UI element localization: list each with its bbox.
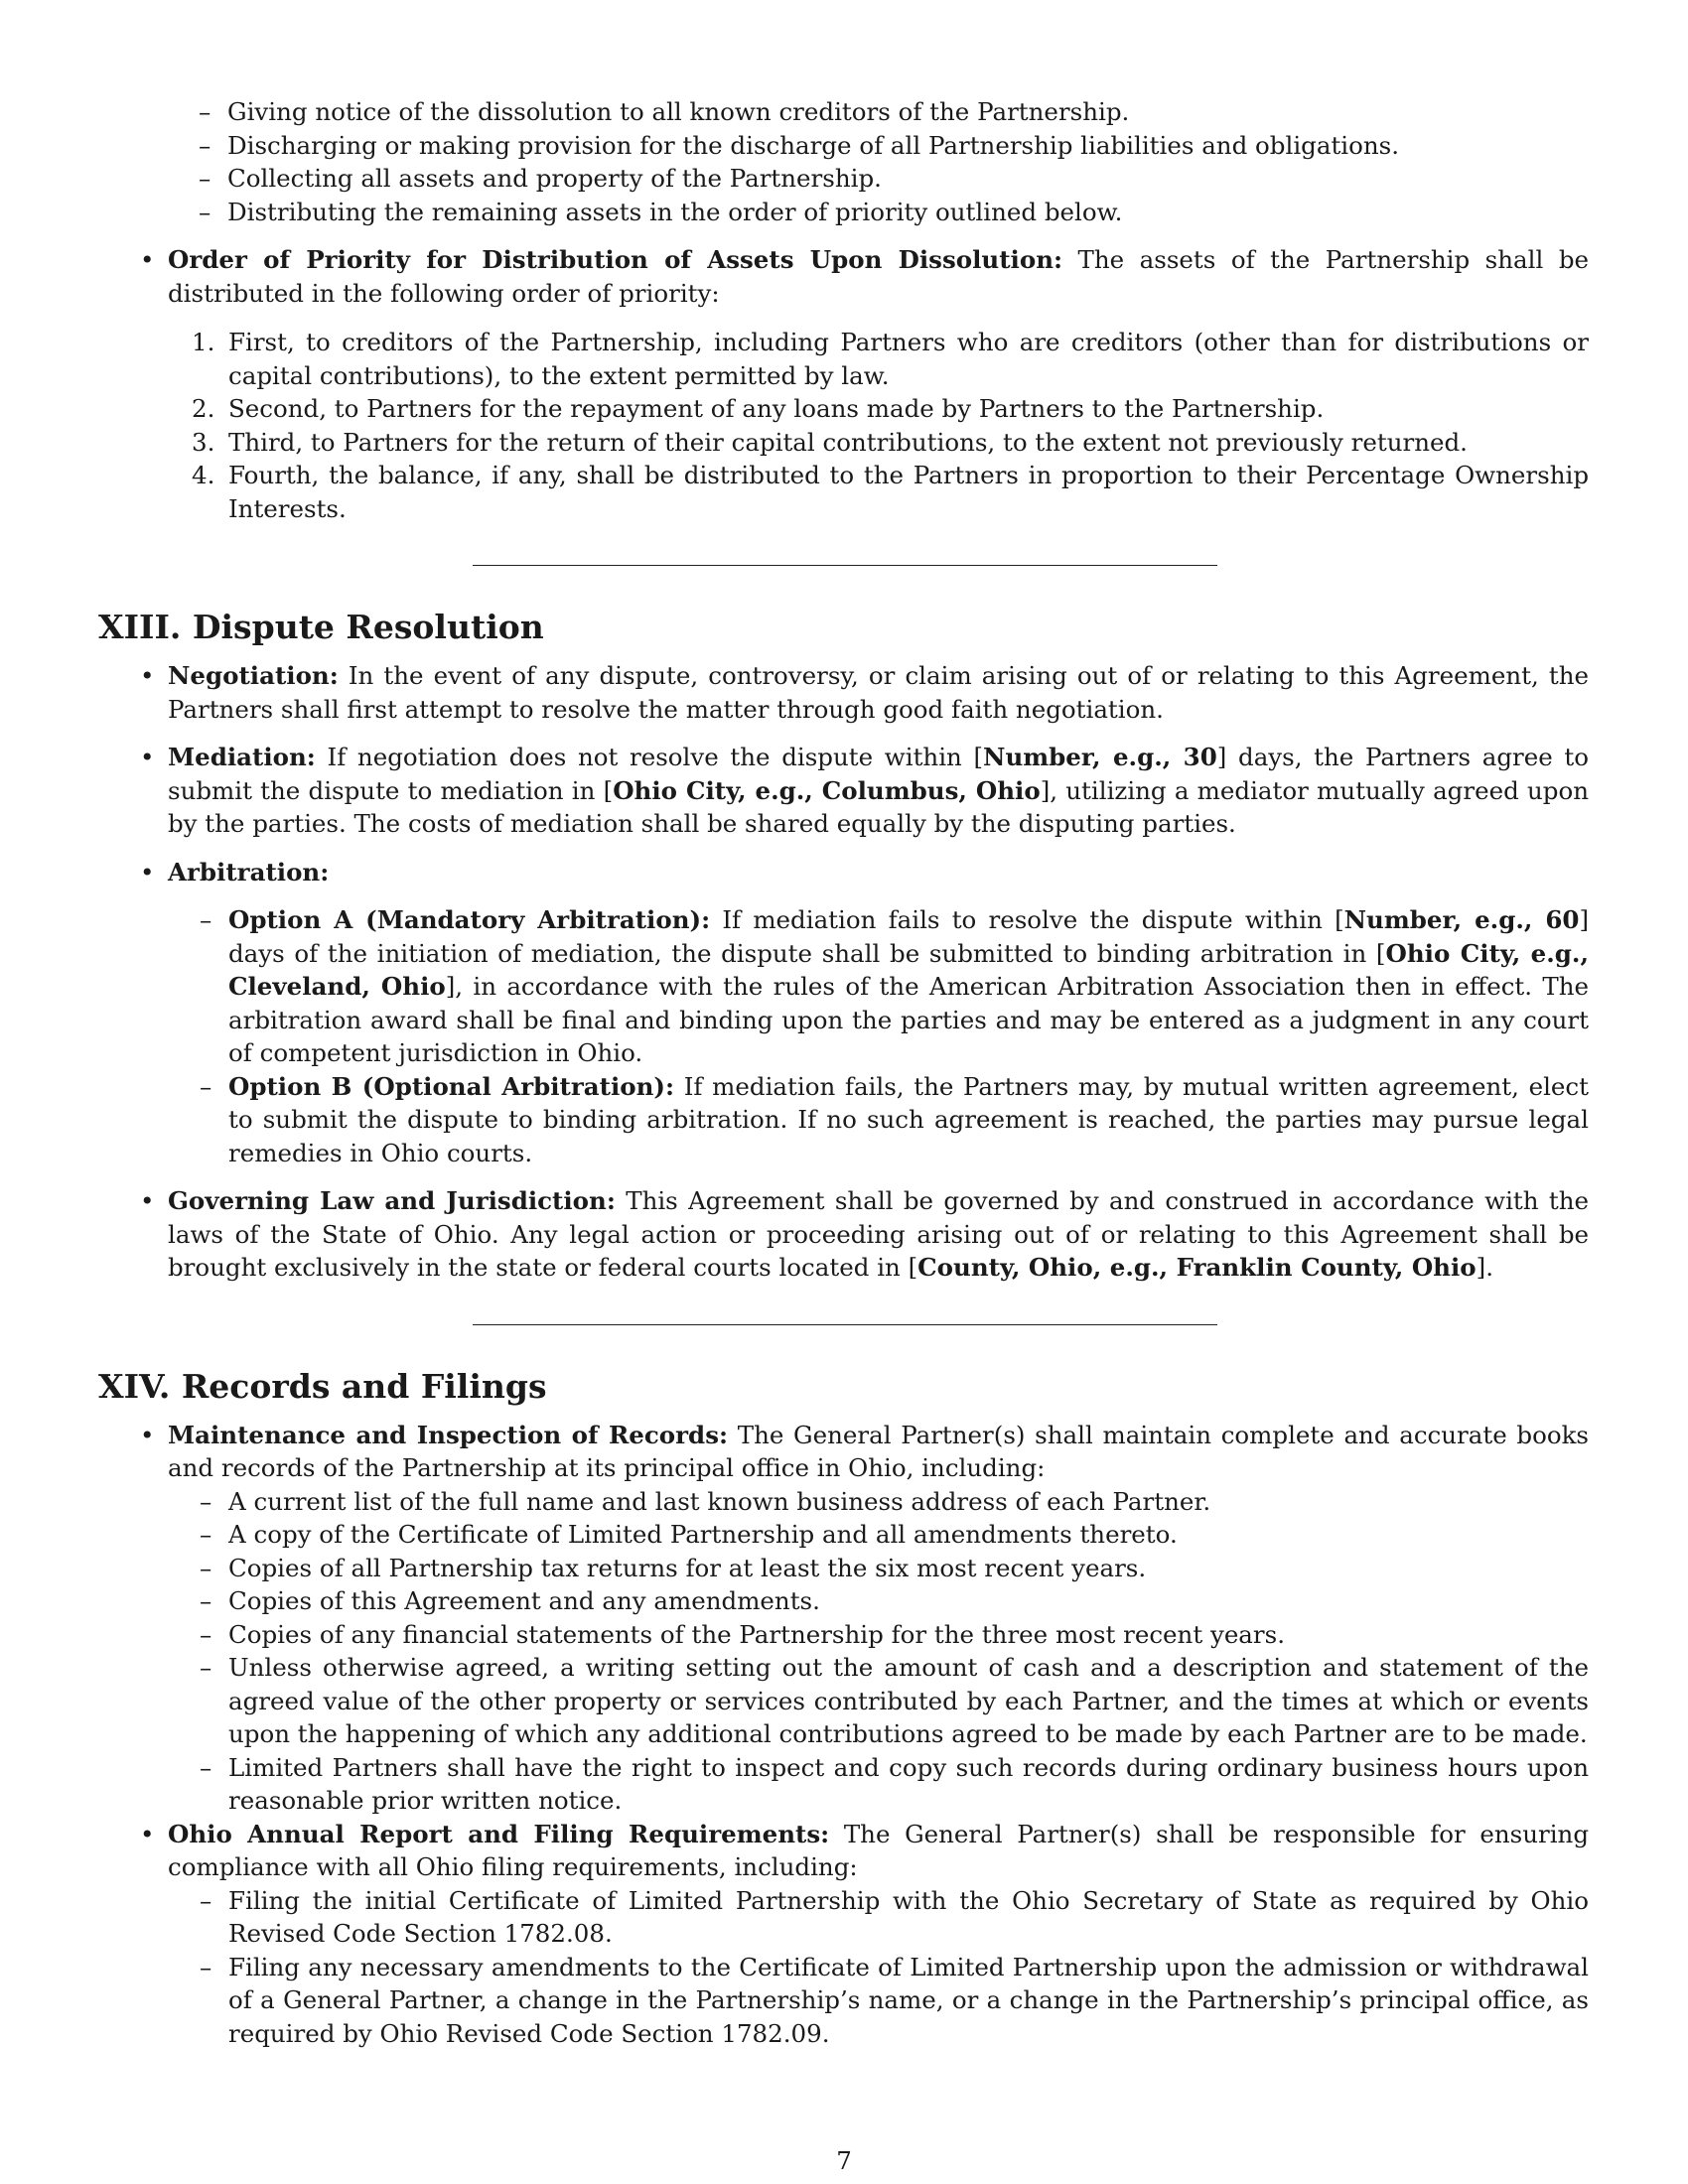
list-item: – Unless otherwise agreed, a writing setting out the amount of cash and a description and statement of the agreed value of the other property or services contributed by each Partner, and the times at which or events upon the happening of which any additional contributions agreed to be made by each Partner are to be made. — [228, 1651, 1589, 1751]
item-number: 1. — [192, 328, 215, 356]
list-item: – Distributing the remaining assets in the order of priority outlined below. — [227, 196, 1589, 229]
negotiation-clause — [168, 659, 1589, 726]
priority-numbered-list — [168, 326, 1589, 525]
priority-clause — [168, 243, 1589, 525]
item-number: 2. — [192, 394, 215, 423]
list-item: – Copies of any financial statements of the Partnership for the three most recent years. — [228, 1618, 1589, 1652]
list-item: – Filing any necessary amendments to the Certificate of Limited Partnership upon the admission or withdrawal of a General Partner, a change in the Partnership’s name, or a change in the Partnership’s principal office, as required by Ohio Revised Code Section 1782.09. — [228, 1951, 1589, 2051]
arbitration-options-list — [168, 903, 1589, 1169]
list-item: – Copies of all Partnership tax returns for at least the six most recent years. — [228, 1552, 1589, 1585]
clause-text: This Agreement shall be governed by and construed in accordance with the laws of the State of Ohio. Any legal action or proceeding arising out of or relating to this Agreement shall be brought exclusively in the state or federal courts located in [ — [168, 1186, 1590, 1282]
placeholder-field: Ohio City, e.g., Columbus, Ohio — [613, 775, 1041, 805]
item-text: First, to creditors of the Partnership, including Partners who are creditors (other than for distributions or capital contributions), to the extent permitted by law. — [228, 328, 1589, 390]
item-number: 4. — [192, 461, 215, 489]
dissolution-steps-list — [99, 95, 1589, 228]
section-heading-records-and-filings: XIV. Records and Filings — [98, 1366, 547, 1406]
option-text: If mediation fails to resolve the dispute within [ — [710, 905, 1344, 934]
option-text: ], in accordance with the rules of the American Arbitration Association then in effect. The arbitration award shall be final and binding upon the parties and may be entered as a judgment in any court of competent jurisdiction in Ohio. — [228, 972, 1589, 1067]
clause-label: Negotiation: — [168, 661, 339, 690]
placeholder-field: Number, e.g., 60 — [1343, 905, 1580, 934]
list-item: – A current list of the full name and last known business address of each Partner. — [228, 1485, 1589, 1519]
section-divider — [473, 565, 1217, 566]
records-items-list — [168, 1485, 1589, 1818]
section-heading-dispute-resolution: XIII. Dispute Resolution — [98, 608, 544, 646]
list-item: – Discharging or making provision for the discharge of all Partnership liabilities and obligations. — [227, 129, 1589, 163]
filing-items-list — [168, 1884, 1589, 2051]
section-divider — [473, 1324, 1217, 1325]
clause-text: The assets of the Partnership shall be distributed in the following order of priority: — [168, 245, 1589, 308]
clause-text: If negotiation does not resolve the dispute within [ — [315, 743, 984, 771]
filing-clause — [168, 1818, 1589, 2051]
placeholder-field: Number, e.g., 30 — [983, 743, 1217, 771]
document-page — [99, 95, 1589, 2050]
list-item — [192, 392, 1589, 426]
clause-label: Ohio Annual Report and Filing Requirements: — [168, 1819, 830, 1848]
list-item: – Collecting all assets and property of the Partnership. — [227, 162, 1589, 196]
clause-text: The General Partner(s) shall be responsible for ensuring compliance with all Ohio filing requirements, including: — [168, 1819, 1590, 1881]
option-label: Option B (Optional Arbitration): — [228, 1071, 675, 1101]
list-item: – Limited Partners shall have the right to inspect and copy such records during ordinary business hours upon reasonable prior written notice. — [228, 1751, 1589, 1818]
list-item — [192, 426, 1589, 460]
arbitration-clause — [168, 856, 1589, 1170]
clause-label: Maintenance and Inspection of Records: — [168, 1420, 729, 1449]
list-item: – Filing the initial Certificate of Limited Partnership with the Ohio Secretary of State as required by Ohio Revised Code Section 1782.08. — [228, 1884, 1589, 1951]
clause-label: Order of Priority for Distribution of Assets Upon Dissolution: — [168, 245, 1063, 274]
item-text: Third, to Partners for the return of their capital contributions, to the extent not previously returned. — [228, 427, 1468, 457]
clause-text: ] days, the Partners agree to submit the dispute to mediation in [ — [168, 743, 1590, 805]
arbitration-option-b — [228, 1070, 1589, 1170]
clause-text: ]. — [1476, 1253, 1493, 1282]
option-text: If mediation fails, the Partners may, by mutual written agreement, elect to submit the dispute to binding arbitration. If no such agreement is reached, the parties may pursue legal remedies in Ohio courts. — [228, 1071, 1589, 1167]
placeholder-field: County, Ohio, e.g., Franklin County, Ohio — [917, 1253, 1477, 1282]
records-filings-list — [99, 1419, 1589, 2051]
option-text: ] days of the initiation of mediation, the dispute shall be submitted to binding arbitration in [ — [228, 905, 1589, 968]
arbitration-option-a — [228, 903, 1589, 1070]
list-item: – Copies of this Agreement and any amendments. — [228, 1584, 1589, 1618]
clause-label: Governing Law and Jurisdiction: — [168, 1186, 616, 1215]
page-number: 7 — [836, 2146, 852, 2175]
list-item: – Giving notice of the dissolution to all known creditors of the Partnership. — [227, 95, 1589, 129]
dispute-resolution-list — [99, 659, 1589, 1285]
mediation-clause — [168, 741, 1589, 841]
item-text: Fourth, the balance, if any, shall be distributed to the Partners in proportion to their Percentage Ownership Interests. — [228, 461, 1589, 523]
list-item: – A copy of the Certificate of Limited Partnership and all amendments thereto. — [228, 1518, 1589, 1552]
clause-text: In the event of any dispute, controversy, or claim arising out of or relating to this Agreement, the Partners shall first attempt to resolve the matter through good faith negotiation. — [168, 661, 1589, 724]
option-label: Option A (Mandatory Arbitration): — [228, 905, 711, 934]
records-clause — [168, 1419, 1589, 1818]
list-item — [192, 459, 1589, 525]
list-item — [192, 326, 1589, 392]
item-text: Second, to Partners for the repayment of any loans made by Partners to the Partnership. — [228, 394, 1325, 423]
clause-label: Mediation: — [168, 743, 316, 771]
governing-law-clause — [168, 1184, 1589, 1285]
clause-text: ], utilizing a mediator mutually agreed upon by the parties. The costs of mediation shall be shared equally by the disputing parties. — [168, 775, 1589, 838]
clause-text: The General Partner(s) shall maintain complete and accurate books and records of the Partnership at its principal office in Ohio, including: — [168, 1420, 1589, 1482]
placeholder-field: Ohio City, e.g., Cleveland, Ohio — [228, 938, 1589, 1001]
priority-bullet-list — [99, 243, 1589, 525]
item-number: 3. — [192, 427, 215, 457]
clause-label: Arbitration: — [168, 857, 330, 887]
